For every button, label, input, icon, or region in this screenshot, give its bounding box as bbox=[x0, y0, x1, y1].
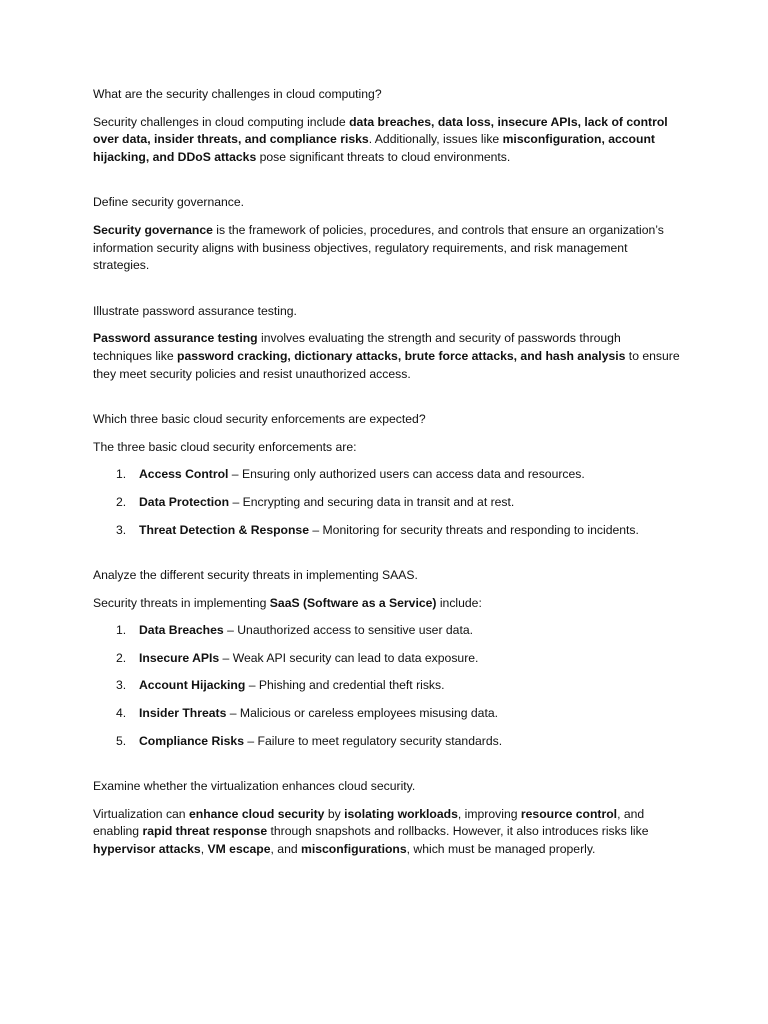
list-item-term: Threat Detection & Response bbox=[139, 522, 309, 537]
list-item-number: 3. bbox=[116, 522, 127, 537]
list-item-description: – Unauthorized access to sensitive user data. bbox=[223, 623, 473, 638]
text-run: pose significant threats to cloud environments. bbox=[256, 149, 511, 164]
bold-text-run: enhance cloud security bbox=[188, 806, 325, 821]
qa-section bbox=[93, 778, 683, 858]
answer-intro bbox=[93, 439, 683, 457]
text-run: , which must be managed properly. bbox=[406, 842, 596, 857]
list-item-term: Access Control bbox=[139, 467, 229, 482]
list-item bbox=[93, 705, 683, 723]
answer-paragraph bbox=[93, 806, 683, 859]
text-run: The three basic cloud security enforcements are: bbox=[93, 439, 357, 454]
list-item bbox=[93, 622, 683, 640]
text-run: , and enabling bbox=[93, 806, 645, 839]
list-item-number: 1. bbox=[116, 467, 127, 482]
list-item-number: 3. bbox=[116, 678, 127, 693]
bold-text-run: VM escape bbox=[207, 842, 271, 857]
list-item-description: – Phishing and credential theft risks. bbox=[245, 678, 445, 693]
list-item-description: – Malicious or careless employees misusing data. bbox=[226, 706, 499, 721]
bold-text-run: SaaS (Software as a Service) bbox=[269, 595, 437, 610]
qa-section bbox=[93, 303, 683, 383]
text-run: Security threats in implementing bbox=[93, 595, 270, 610]
list-item-term: Insecure APIs bbox=[139, 650, 220, 665]
list-item-number: 5. bbox=[116, 733, 127, 748]
text-run: , bbox=[200, 842, 208, 857]
question-text: Illustrate password assurance testing. bbox=[93, 303, 297, 318]
bold-text-run: rapid threat response bbox=[142, 824, 268, 839]
question-text: Examine whether the virtualization enhances cloud security. bbox=[93, 779, 416, 794]
list-item bbox=[93, 522, 683, 540]
text-run: , and bbox=[270, 842, 302, 857]
document-page bbox=[93, 86, 683, 859]
answer-paragraph bbox=[93, 222, 683, 275]
numbered-list bbox=[93, 622, 683, 750]
list-item-term: Data Protection bbox=[139, 494, 230, 509]
bold-text-run: Security governance bbox=[93, 222, 213, 237]
list-item-number: 4. bbox=[116, 706, 127, 721]
text-run: , improving bbox=[457, 806, 521, 821]
question-text: What are the security challenges in cloud computing? bbox=[93, 87, 382, 101]
text-run: through snapshots and rollbacks. However, it also introduces risks like bbox=[267, 824, 649, 839]
list-item bbox=[93, 733, 683, 751]
bold-text-run: misconfiguration, account hijacking, and DDoS attacks bbox=[93, 132, 655, 164]
text-run: Virtualization can bbox=[93, 806, 189, 821]
list-item-term: Account Hijacking bbox=[139, 678, 246, 693]
list-item bbox=[93, 677, 683, 695]
question-text: Define security governance. bbox=[93, 195, 245, 210]
bold-text-run: isolating workloads bbox=[344, 806, 458, 821]
answer-paragraph bbox=[93, 114, 683, 167]
answer-paragraph bbox=[93, 330, 683, 383]
list-item-term: Insider Threats bbox=[139, 706, 227, 721]
numbered-list bbox=[93, 466, 683, 539]
text-run: include: bbox=[436, 595, 482, 610]
answer-intro bbox=[93, 595, 683, 613]
qa-section bbox=[93, 567, 683, 750]
qa-section bbox=[93, 86, 683, 166]
text-run: to ensure they meet security policies and resist unauthorized access. bbox=[93, 348, 680, 381]
qa-section bbox=[93, 194, 683, 274]
list-item-number: 2. bbox=[116, 494, 127, 509]
list-item-description: – Failure to meet regulatory security standards. bbox=[244, 733, 503, 748]
text-run: Security challenges in cloud computing include bbox=[93, 114, 350, 129]
list-item-term: Data Breaches bbox=[139, 623, 224, 638]
text-run: involves evaluating the strength and security of passwords through techniques like bbox=[93, 331, 621, 363]
bold-text-run: data breaches, data loss, insecure APIs, lack of control over data, insider threats, and compliance risks bbox=[93, 114, 668, 147]
list-item-description: – Ensuring only authorized users can access data and resources. bbox=[228, 467, 585, 482]
list-item-term: Compliance Risks bbox=[139, 733, 244, 748]
bold-text-run: misconfigurations bbox=[301, 842, 407, 857]
list-item-description: – Weak API security can lead to data exposure. bbox=[219, 650, 479, 665]
list-item bbox=[93, 466, 683, 484]
list-item-number: 1. bbox=[116, 623, 127, 638]
text-run: by bbox=[324, 806, 345, 821]
list-item-description: – Monitoring for security threats and responding to incidents. bbox=[308, 522, 639, 537]
text-run: . Additionally, issues like bbox=[368, 132, 503, 147]
qa-section bbox=[93, 411, 683, 539]
list-item-number: 2. bbox=[116, 650, 127, 665]
bold-text-run: resource control bbox=[520, 806, 618, 821]
text-run: is the framework of policies, procedures, and controls that ensure an organization’s information security aligns with business objectives, regulatory requirements, and risk management strategies. bbox=[93, 222, 664, 273]
bold-text-run: hypervisor attacks bbox=[93, 842, 201, 857]
list-item bbox=[93, 494, 683, 512]
question-text: Which three basic cloud security enforcements are expected? bbox=[93, 412, 426, 427]
bold-text-run: Password assurance testing bbox=[93, 331, 258, 346]
bold-text-run: password cracking, dictionary attacks, brute force attacks, and hash analysis bbox=[177, 348, 626, 363]
list-item bbox=[93, 650, 683, 668]
list-item-description: – Encrypting and securing data in transit and at rest. bbox=[229, 494, 515, 509]
question-text: Analyze the different security threats in implementing SAAS. bbox=[93, 568, 418, 583]
